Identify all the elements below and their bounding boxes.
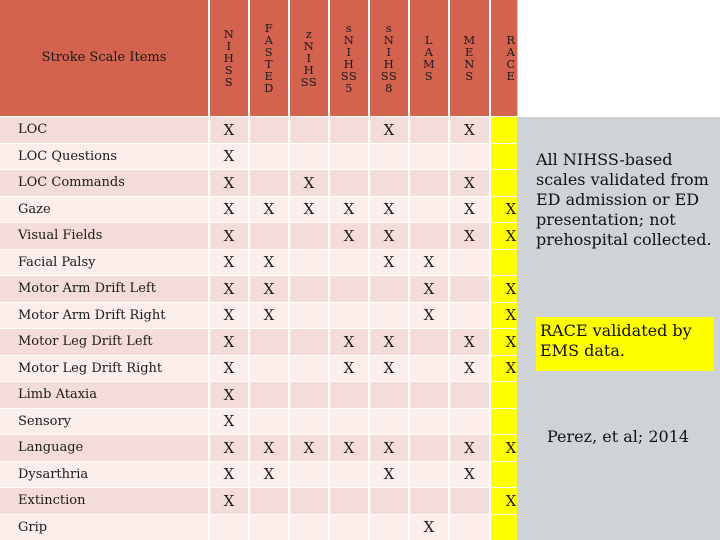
table-cell: X <box>410 303 448 329</box>
table-cell: X <box>210 356 248 382</box>
header-scale-3: z N I H SS <box>290 0 328 116</box>
table-cell: X <box>290 197 328 223</box>
row-label: LOC Questions <box>0 144 208 170</box>
side-panel <box>517 0 720 540</box>
table-cell: X <box>210 329 248 355</box>
table-cell: X <box>410 250 448 276</box>
table-cell: X <box>491 223 531 249</box>
row-label: Limb Ataxia <box>0 382 208 408</box>
header-items: Stroke Scale Items <box>0 0 208 116</box>
table-cell: X <box>370 435 408 461</box>
header-scale-5: s N I H SS 8 <box>370 0 408 116</box>
table-cell <box>250 170 288 196</box>
table-cell: X <box>210 409 248 435</box>
table-cell: X <box>370 223 408 249</box>
table-cell <box>450 488 489 514</box>
table-cell: X <box>491 329 531 355</box>
table-cell: X <box>250 197 288 223</box>
row-label: Motor Leg Drift Left <box>0 329 208 355</box>
table-cell: X <box>410 276 448 302</box>
row-label: Motor Leg Drift Right <box>0 356 208 382</box>
table-cell: X <box>250 435 288 461</box>
validation-note: All NIHSS-based scales validated from ED admission or ED presentation; not prehospital collected. <box>536 150 712 249</box>
table-cell <box>290 488 328 514</box>
table-cell: X <box>491 276 531 302</box>
table-cell: X <box>370 329 408 355</box>
table-cell: X <box>491 356 531 382</box>
table-cell <box>250 409 288 435</box>
table-cell: X <box>210 197 248 223</box>
table-cell: X <box>250 276 288 302</box>
table-cell <box>330 117 368 143</box>
table-cell: X <box>330 356 368 382</box>
table-cell: X <box>210 223 248 249</box>
table-cell: X <box>210 303 248 329</box>
table-cell: X <box>450 170 489 196</box>
table-cell <box>250 117 288 143</box>
table-cell <box>370 409 408 435</box>
table-cell <box>290 250 328 276</box>
row-label: Motor Arm Drift Left <box>0 276 208 302</box>
table-cell <box>290 303 328 329</box>
table-cell <box>290 462 328 488</box>
table-cell: X <box>250 303 288 329</box>
table-cell: X <box>330 223 368 249</box>
table-cell: X <box>210 117 248 143</box>
row-label: Dysarthria <box>0 462 208 488</box>
table-cell <box>450 515 489 540</box>
header-scale-2: F A S T E D <box>250 0 288 116</box>
table-cell <box>410 197 448 223</box>
table-cell <box>410 170 448 196</box>
table-cell: X <box>210 488 248 514</box>
table-cell <box>290 144 328 170</box>
table-cell <box>450 276 489 302</box>
table-cell <box>290 329 328 355</box>
table-cell <box>370 515 408 540</box>
table-cell <box>250 488 288 514</box>
header-scale-8: R A C E <box>491 0 531 116</box>
table-cell: X <box>210 435 248 461</box>
table-cell <box>290 356 328 382</box>
table-cell <box>330 382 368 408</box>
table-cell <box>410 223 448 249</box>
citation-note: Perez, et al; 2014 <box>547 427 690 446</box>
table-cell: X <box>330 329 368 355</box>
race-note: RACE validated by EMS data. <box>536 317 714 371</box>
header-scale-6: L A M S <box>410 0 448 116</box>
header-scale-1: N I H S S <box>210 0 248 116</box>
table-cell <box>450 303 489 329</box>
table-cell <box>450 382 489 408</box>
header-scale-4: s N I H SS 5 <box>330 0 368 116</box>
row-label: LOC <box>0 117 208 143</box>
table-cell <box>290 409 328 435</box>
table-cell: X <box>210 144 248 170</box>
table-cell <box>410 382 448 408</box>
table-cell <box>410 409 448 435</box>
table-cell: X <box>370 462 408 488</box>
table-cell <box>250 382 288 408</box>
table-cell: X <box>410 515 448 540</box>
table-cell <box>330 250 368 276</box>
header-scale-7: M E N S <box>450 0 489 116</box>
table-cell: X <box>450 329 489 355</box>
table-cell <box>330 409 368 435</box>
table-cell: X <box>210 382 248 408</box>
table-cell <box>370 144 408 170</box>
table-cell <box>250 329 288 355</box>
table-cell: X <box>491 303 531 329</box>
table-cell: X <box>290 170 328 196</box>
table-cell: X <box>330 197 368 223</box>
table-cell <box>410 462 448 488</box>
table-cell: X <box>370 250 408 276</box>
table-cell <box>330 303 368 329</box>
row-label: Gaze <box>0 197 208 223</box>
row-label: LOC Commands <box>0 170 208 196</box>
table-cell <box>330 462 368 488</box>
row-label: Visual Fields <box>0 223 208 249</box>
table-cell: X <box>290 435 328 461</box>
side-panel-header <box>517 0 720 116</box>
row-label: Extinction <box>0 488 208 514</box>
table-cell <box>450 409 489 435</box>
table-cell <box>290 223 328 249</box>
table-cell: X <box>491 435 531 461</box>
table-cell: X <box>370 197 408 223</box>
table-cell <box>370 276 408 302</box>
table-cell <box>410 356 448 382</box>
table-cell: X <box>450 223 489 249</box>
table-cell <box>290 276 328 302</box>
table-cell <box>290 117 328 143</box>
table-cell: X <box>210 250 248 276</box>
table-cell <box>370 170 408 196</box>
table-cell <box>330 276 368 302</box>
table-cell <box>250 144 288 170</box>
table-cell <box>450 144 489 170</box>
table-cell <box>370 303 408 329</box>
table-cell <box>330 488 368 514</box>
table-cell <box>250 356 288 382</box>
table-cell <box>410 435 448 461</box>
table-cell: X <box>450 197 489 223</box>
row-label: Motor Arm Drift Right <box>0 303 208 329</box>
table-cell: X <box>450 117 489 143</box>
table-cell: X <box>450 356 489 382</box>
table-cell <box>410 117 448 143</box>
table-cell <box>330 144 368 170</box>
table-cell: X <box>210 276 248 302</box>
table-cell <box>410 144 448 170</box>
table-cell <box>450 250 489 276</box>
table-cell: X <box>370 117 408 143</box>
table-cell: X <box>330 435 368 461</box>
table-cell <box>410 488 448 514</box>
row-label: Language <box>0 435 208 461</box>
table-cell: X <box>370 356 408 382</box>
table-cell <box>330 515 368 540</box>
table-cell: X <box>450 462 489 488</box>
table-cell <box>370 382 408 408</box>
table-cell: X <box>210 170 248 196</box>
table-cell: X <box>250 462 288 488</box>
row-label: Sensory <box>0 409 208 435</box>
table-cell <box>290 382 328 408</box>
table-cell: X <box>491 197 531 223</box>
row-label: Facial Palsy <box>0 250 208 276</box>
table-cell: X <box>250 250 288 276</box>
table-cell: X <box>491 488 531 514</box>
table-cell <box>250 223 288 249</box>
table-cell <box>410 329 448 355</box>
table-cell: X <box>210 462 248 488</box>
table-cell <box>210 515 248 540</box>
table-cell <box>330 170 368 196</box>
table-cell <box>250 515 288 540</box>
table-cell: X <box>450 435 489 461</box>
table-cell <box>370 488 408 514</box>
row-label: Grip <box>0 515 208 540</box>
table-cell <box>290 515 328 540</box>
